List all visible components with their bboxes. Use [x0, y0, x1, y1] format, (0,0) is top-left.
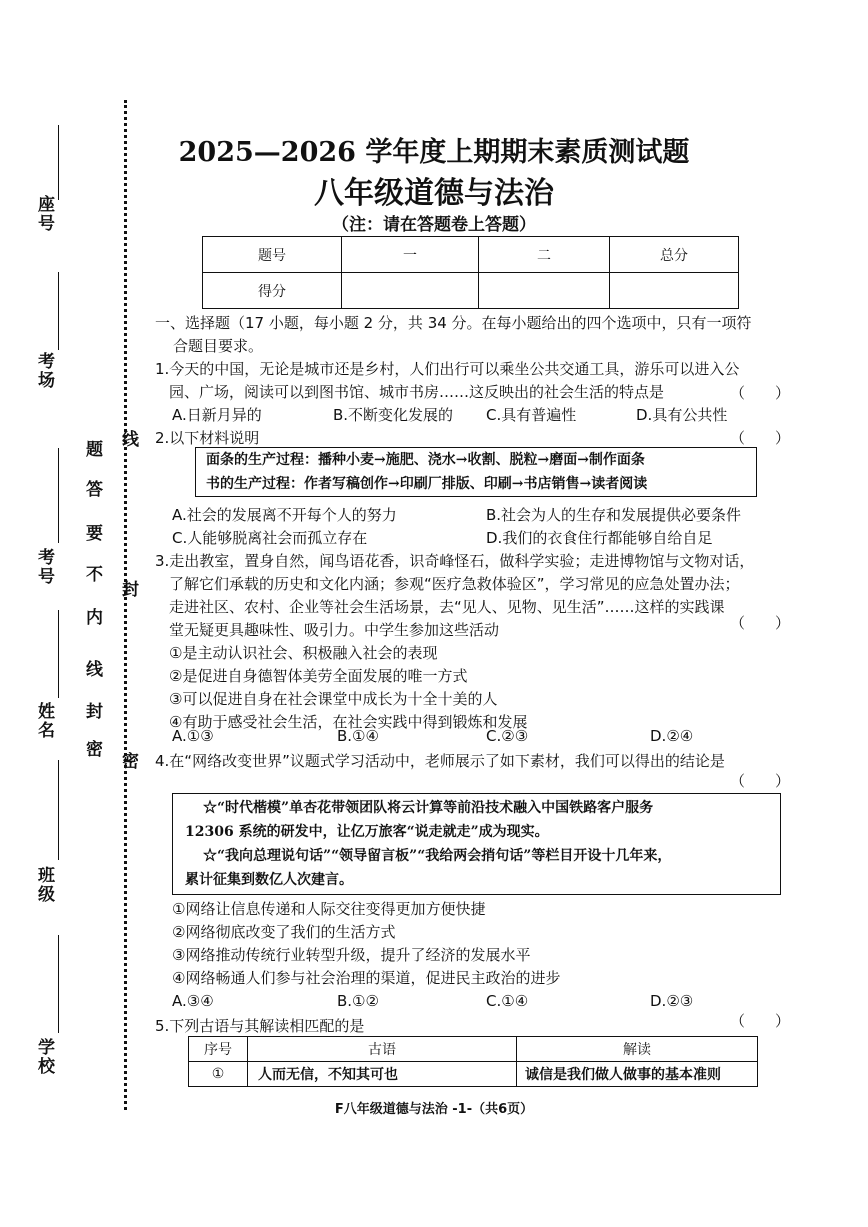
statement-item: ③网络推动传统行业转型升级，提升了经济的发展水平: [172, 946, 531, 964]
table-cell[interactable]: [342, 273, 479, 309]
exam-room-line: [58, 272, 59, 350]
cut-line-char: 密: [116, 752, 141, 771]
statement-item: ①网络让信息传递和人际交往变得更加方便快捷: [172, 900, 486, 918]
school-label: 学校: [34, 1038, 54, 1076]
material-line: 12306 系统的研发中，让亿万旅客“说走就走”成为现实。: [185, 824, 549, 840]
table-header: 解读: [517, 1037, 758, 1062]
question-stem-line: 走进社区、农村、企业等社会生活场景，去“见人、见物、见生活”……这样的实践课: [169, 598, 725, 616]
proverb-table: [188, 1036, 758, 1087]
seal-char: 内: [82, 608, 102, 627]
score-table: [202, 236, 739, 309]
statement-item: ①是主动认识社会、积极融入社会的表现: [169, 644, 438, 662]
cut-line-char: 封: [116, 580, 141, 599]
name-line: [58, 610, 59, 698]
seal-char: 题: [82, 440, 102, 459]
seal-char: 封: [82, 702, 102, 721]
seal-char: 线: [82, 660, 102, 679]
table-cell: 诚信是我们做人做事的基本准则: [517, 1062, 758, 1087]
material-line: 累计征集到数亿人次建言。: [185, 872, 353, 888]
question-4-items: [172, 898, 772, 990]
table-cell: ①: [189, 1062, 248, 1087]
exam-number-line: [58, 448, 59, 543]
seat-number-label: 座号: [34, 195, 54, 233]
seal-char: 要: [82, 524, 102, 543]
material-box: [195, 447, 757, 497]
page-footer: F八年级道德与法治 -1-（共6页）: [334, 1102, 534, 1117]
option-d: D.我们的衣食住行都能够自给自足: [486, 529, 713, 547]
table-row: [203, 273, 739, 309]
option-c: C.①④: [486, 992, 529, 1010]
table-row: [203, 237, 739, 273]
answer-bracket: （ ）: [730, 614, 791, 632]
answer-bracket: （ ）: [730, 772, 791, 790]
option-d: D.②③: [650, 992, 694, 1010]
option-a: A.社会的发展离不开每个人的努力: [172, 506, 397, 524]
answer-bracket: （ ）: [730, 429, 791, 447]
material-line: ☆“时代楷模”单杏花带领团队将云计算等前沿技术融入中国铁路客户服务: [203, 800, 654, 816]
table-cell: 得分: [203, 273, 342, 309]
class-label: 班级: [34, 866, 54, 904]
question-5-stem: 5.下列古语与其解读相匹配的是: [155, 1017, 365, 1035]
table-cell[interactable]: [479, 273, 610, 309]
statement-item: ②网络彻底改变了我们的生活方式: [172, 923, 396, 941]
statement-item: ④有助于感受社会生活，在社会实践中得到锻炼和发展: [169, 713, 528, 731]
option-a: A.日新月异的: [172, 406, 262, 424]
statement-item: ③可以促进自身在社会课堂中成长为十全十美的人: [169, 690, 498, 708]
section-heading-line: 一、选择题（17 小题，每小题 2 分，共 34 分。在每小题给出的四个选项中，只有一项符: [155, 314, 752, 332]
exam-title: 2025—2026 学年度上期期末素质测试题: [178, 137, 690, 168]
dotted-cut-line: [124, 100, 127, 1110]
section-heading-line: 合题目要求。: [173, 337, 264, 355]
question-1: [155, 358, 795, 404]
material-line: 书的生产过程：作者写稿创作→印刷厂排版、印刷→书店销售→读者阅读: [206, 476, 648, 492]
statement-item: ②是促进自身德智体美劳全面发展的唯一方式: [169, 667, 468, 685]
class-line: [58, 760, 59, 860]
option-b: B.不断变化发展的: [333, 406, 454, 424]
option-a: A.①③: [172, 727, 214, 745]
exam-number-label: 考号: [34, 548, 54, 586]
exam-room-label: 考场: [34, 352, 54, 390]
question-3: [155, 550, 805, 734]
option-c: C.人能够脱离社会而孤立存在: [172, 529, 368, 547]
option-d: D.②④: [650, 727, 694, 745]
question-stem-line: 了解它们承载的历史和文化内涵；参观“医疗急救体验区”，学习常见的应急处置办法；: [169, 575, 740, 593]
question-stem-line: 园、广场，阅读可以到图书馆、城市书房……这反映出的社会生活的特点是: [169, 383, 665, 401]
question-stem-line: 3.走出教室，置身自然，闻鸟语花香，识奇峰怪石，做科学实验；走进博物馆与文物对话，: [155, 552, 755, 570]
option-c: C.具有普遍性: [486, 406, 577, 424]
question-4-stem: 4.在“网络改变世界”议题式学习活动中，老师展示了如下素材，我们可以得出的结论是: [155, 752, 725, 770]
material-box: [172, 793, 781, 895]
cut-line-char: 线: [116, 430, 141, 449]
table-cell: 总分: [610, 237, 739, 273]
seal-char: 不: [82, 565, 102, 584]
question-2-stem: 2.以下材料说明: [155, 429, 260, 447]
table-cell[interactable]: [610, 273, 739, 309]
option-b: B.①②: [337, 992, 379, 1010]
name-label: 姓名: [34, 702, 54, 740]
option-b: B.社会为人的生存和发展提供必要条件: [486, 506, 742, 524]
table-header: 序号: [189, 1037, 248, 1062]
school-line: [58, 935, 59, 1033]
question-stem-line: 堂无疑更具趣味性、吸引力。中学生参加这些活动: [169, 621, 500, 639]
material-line: 面条的生产过程：播种小麦→施肥、浇水→收割、脱粒→磨面→制作面条: [206, 452, 645, 468]
subject-title: 八年级道德与法治: [314, 176, 554, 211]
table-row: [189, 1062, 758, 1087]
option-d: D.具有公共性: [636, 406, 728, 424]
answer-bracket: （ ）: [730, 1012, 791, 1030]
answer-note: （注：请在答题卷上答题）: [332, 215, 536, 235]
seal-char: 密: [82, 740, 102, 759]
option-a: A.③④: [172, 992, 214, 1010]
material-line: ☆“我向总理说句话”“领导留言板”“我给两会捎句话”等栏目开设十几年来，: [203, 848, 672, 864]
option-b: B.①④: [337, 727, 379, 745]
table-cell: 一: [342, 237, 479, 273]
question-stem-line: 1.今天的中国，无论是城市还是乡村，人们出行可以乘坐公共交通工具，游乐可以进入公: [155, 360, 740, 378]
table-row: [189, 1037, 758, 1062]
seal-char: 答: [82, 480, 102, 499]
statement-item: ④网络畅通人们参与社会治理的渠道，促进民主政治的进步: [172, 969, 561, 987]
table-header: 古语: [248, 1037, 517, 1062]
option-c: C.②③: [486, 727, 529, 745]
table-cell: 题号: [203, 237, 342, 273]
answer-bracket: （ ）: [730, 384, 791, 402]
section-heading: [155, 312, 795, 358]
table-cell: 二: [479, 237, 610, 273]
table-cell: 人而无信，不知其可也: [248, 1062, 517, 1087]
